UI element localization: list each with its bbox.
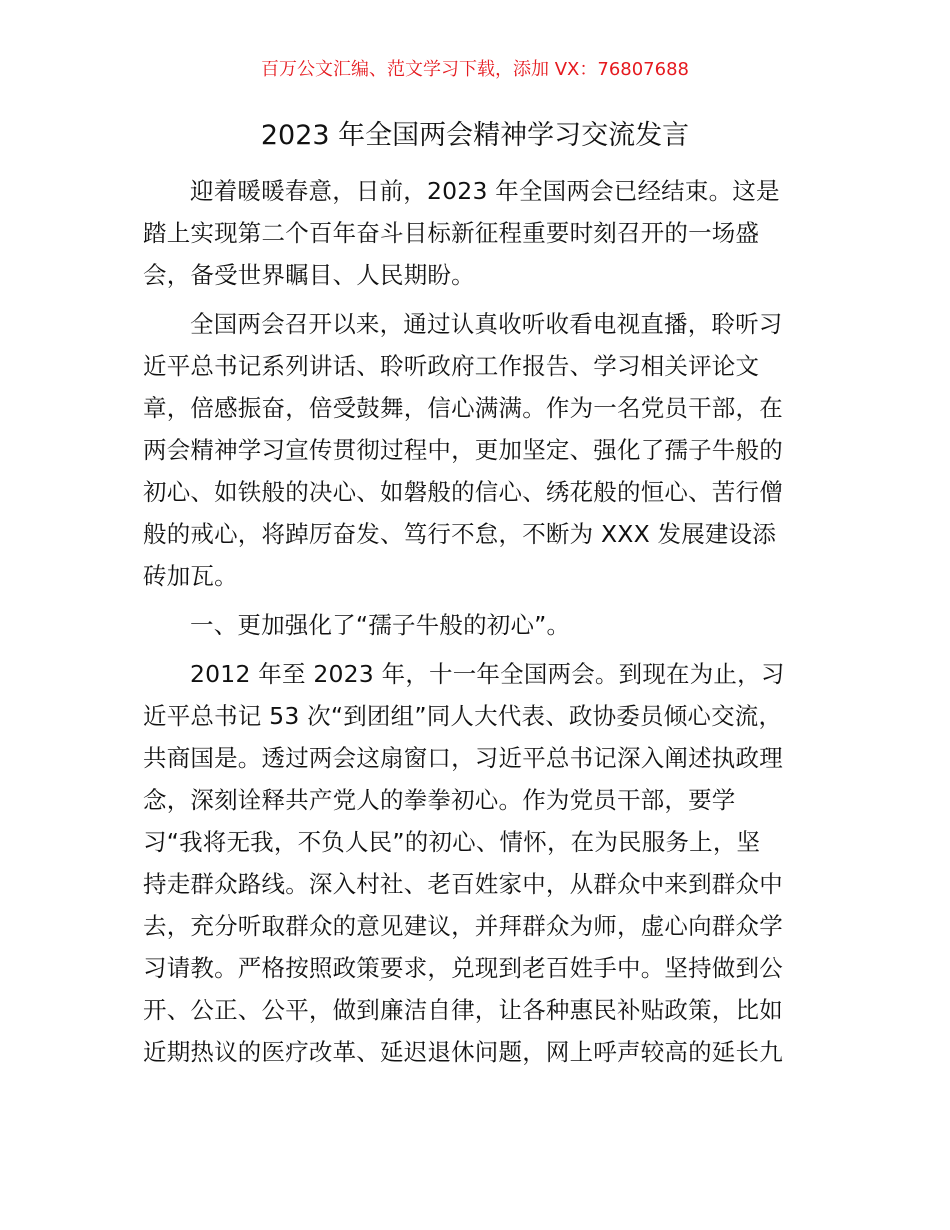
paragraph <box>143 653 823 1073</box>
text-line: 习“我将无我，不负人民”的初心、情怀，在为民服务上，坚 <box>143 828 761 856</box>
text-line: 去，充分听取群众的意见建议，并拜群众为师，虚心向群众学 <box>143 912 783 940</box>
text-line: 两会精神学习宣传贯彻过程中，更加坚定、强化了孺子牛般的 <box>143 436 783 464</box>
text-line: 踏上实现第二个百年奋斗目标新征程重要时刻召开的一场盛 <box>143 219 760 247</box>
text-line: 般的戒心，将踔厉奋发、笃行不怠，不断为 XXX 发展建设添 <box>143 520 777 548</box>
paragraph <box>143 170 823 296</box>
text-line: 砖加瓦。 <box>143 562 238 590</box>
paragraph <box>143 604 823 646</box>
paragraph <box>143 303 823 597</box>
text-line: 初心、如铁般的决心、如磐般的信心、绣花般的恒心、苦行僧 <box>143 478 783 506</box>
document-body <box>143 170 823 1080</box>
text-line: 近平总书记 53 次“到团组”同人大代表、政协委员倾心交流， <box>143 702 783 730</box>
text-line: 会，备受世界瞩目、人民期盼。 <box>143 261 475 289</box>
text-line: 2012 年至 2023 年，十一年全国两会。到现在为止，习 <box>190 660 785 688</box>
text-line: 全国两会召开以来，通过认真收听收看电视直播，聆听习 <box>190 310 783 338</box>
text-line: 一、更加强化了“孺子牛般的初心”。 <box>190 611 571 639</box>
text-line: 近平总书记系列讲话、聆听政府工作报告、学习相关评论文 <box>143 352 760 380</box>
text-line: 开、公正、公平，做到廉洁自律，让各种惠民补贴政策，比如 <box>143 996 783 1024</box>
text-line: 章，倍感振奋，倍受鼓舞，信心满满。作为一名党员干部，在 <box>143 394 783 422</box>
text-line: 近期热议的医疗改革、延迟退休问题，网上呼声较高的延长九 <box>143 1038 783 1066</box>
document-title: 2023 年全国两会精神学习交流发言 <box>260 120 690 151</box>
text-line: 迎着暖暖春意，日前，2023 年全国两会已经结束。这是 <box>190 177 780 205</box>
text-line: 念，深刻诠释共产党人的拳拳初心。作为党员干部，要学 <box>143 786 736 814</box>
text-line: 共商国是。透过两会这扇窗口，习近平总书记深入阐述执政理 <box>143 744 783 772</box>
watermark-header: 百万公文汇编、范文学习下载，添加 VX：76807688 <box>261 59 689 80</box>
text-line: 持走群众路线。深入村社、老百姓家中，从群众中来到群众中 <box>143 870 783 898</box>
text-line: 习请教。严格按照政策要求，兑现到老百姓手中。坚持做到公 <box>143 954 783 982</box>
